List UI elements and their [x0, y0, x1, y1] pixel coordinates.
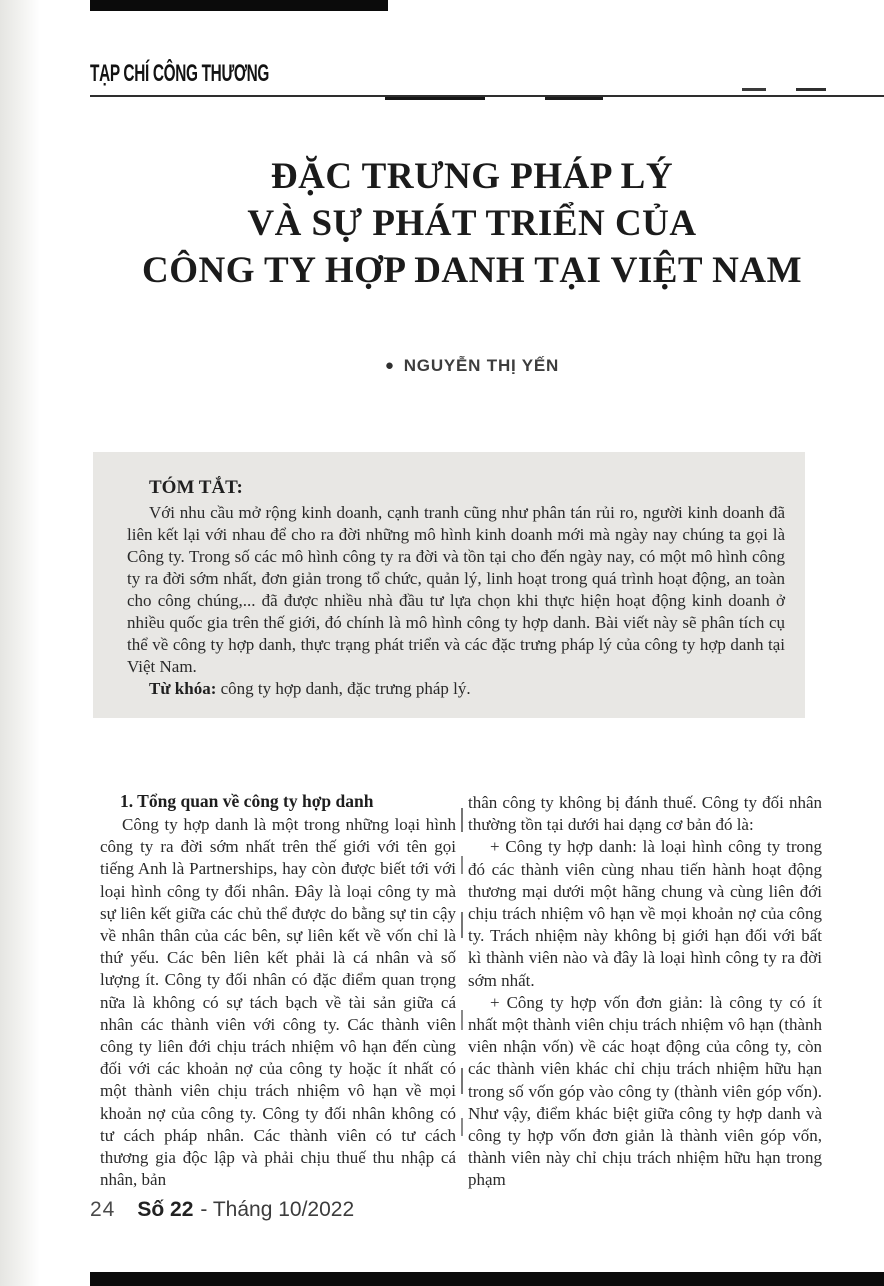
column-divider-artifact [461, 1118, 463, 1136]
right-column-paragraph-3: + Công ty hợp vốn đơn giản: là công ty có ít nhất một thành viên chịu trách nhiệm vô hạn (thành viên nhận vốn) về các hoạt động của công ty, còn các thành viên khác chỉ chịu trách nhiệm hữu hạn trong số vốn góp vào công ty (thành viên góp vốn). Như vậy, điểm khác biệt giữa công ty hợp danh và công ty hợp vốn đơn giản là thành viên góp vốn, thành viên này chỉ chịu trách nhiệm hữu hạn trong phạm [468, 992, 822, 1190]
column-divider-artifact [461, 856, 463, 874]
rule-artifact [545, 97, 603, 100]
header-rule [90, 95, 884, 97]
title-line-2: VÀ SỰ PHÁT TRIỂN CỦA [247, 203, 697, 244]
page-footer [90, 1198, 354, 1222]
scan-artifact-bar-bottom [90, 1272, 884, 1286]
column-divider-artifact [461, 1068, 463, 1094]
author-line [62, 356, 882, 376]
abstract-text: Với nhu cầu mở rộng kinh doanh, cạnh tranh cũng như phân tán rủi ro, người kinh doanh đã liên kết lại với nhau để cho ra đời những mô hình kinh doanh mới mà ngày nay chúng ta gọi là Công ty. Trong số các mô hình công ty ra đời và tồn tại cho đến ngày nay, có một mô hình công ty ra đời sớm nhất, đơn giản trong tổ chức, quản lý, linh hoạt trong quá trình hoạt động, an toàn cho công chúng,... đã được nhiều nhà đầu tư lựa chọn khi thực hiện hoạt động kinh doanh ở nhiều quốc gia trên thế giới, đó chính là mô hình công ty hợp danh. Bài viết này sẽ phân tích cụ thể về công ty hợp danh, thực trạng phát triển và các đặc trưng pháp lý của công ty hợp danh tại Việt Nam. [127, 503, 785, 676]
section-heading: 1. Tổng quan về công ty hợp danh [120, 791, 374, 811]
rule-artifact [742, 88, 766, 91]
column-divider-artifact [461, 1010, 463, 1030]
abstract-box [93, 452, 805, 718]
author-bullet-icon: ● [384, 357, 395, 374]
right-column-paragraph-1: thân công ty không bị đánh thuế. Công ty đối nhân thường tồn tại dưới hai dạng cơ bản đó là: [468, 793, 822, 835]
column-divider-artifact [461, 912, 463, 938]
rule-artifact [385, 97, 485, 100]
keywords-label: Từ khóa: [149, 679, 217, 698]
left-column [100, 790, 456, 1191]
abstract-heading: TÓM TẮT: [149, 477, 243, 498]
scan-left-edge-shadow [0, 0, 40, 1286]
rule-artifact [796, 88, 826, 91]
right-column-paragraph-2: + Công ty hợp danh: là loại hình công ty trong đó các thành viên cùng nhau tiến hành hoạt động thương mại dưới một hãng chung và cùng liên đới chịu trách nhiệm vô hạn về mọi khoản nợ của công ty. Trách nhiệm này không bị giới hạn đối với bất kì thành viên nào và đây là loại hình công ty ra đời sớm nhất. [468, 837, 822, 990]
page-number: 24 [90, 1198, 116, 1221]
author-name: NGUYỄN THỊ YẾN [403, 356, 560, 375]
left-column-paragraph: Công ty hợp danh là một trong những loại hình công ty ra đời sớm nhất trên thế giới với tên gọi tiếng Anh là Partnerships, hay còn được biết tới với loại hình công ty đối nhân. Đây là loại công ty mà sự liên kết giữa các chủ thể được do bằng sự tin cậy về nhân thân của các bên, sự liên kết về vốn chỉ là thứ yếu. Các bên liên kết phải là cá nhân và số lượng ít. Công ty đối nhân có đặc điểm quan trọng nữa là không có sự tách bạch về tài sản giữa cá nhân các thành viên với công ty. Các thành viên công ty liên đới chịu trách nhiệm vô hạn đến cùng đối với các khoản nợ của công ty hoặc ít nhất có một thành viên chịu trách nhiệm vô hạn về mọi khoản nợ của công ty. Công ty đối nhân không có tư cách pháp nhân. Các thành viên có tư cách thương gia độc lập và phải chịu thuế thu nhập cá nhân, bản [100, 815, 456, 1190]
issue-label: Số 22 [137, 1198, 194, 1221]
scan-artifact-bar-top [90, 0, 388, 11]
column-divider-artifact [461, 808, 463, 832]
title-line-1: ĐẶC TRƯNG PHÁP LÝ [270, 156, 674, 197]
keywords-text: công ty hợp danh, đặc trưng pháp lý. [216, 679, 471, 698]
title-line-3: CÔNG TY HỢP DANH TẠI VIỆT NAM [141, 250, 803, 291]
article-title [62, 153, 882, 294]
journal-masthead: TẠP CHÍ CÔNG THƯƠNG [90, 60, 270, 87]
abstract-keywords [127, 678, 785, 700]
right-column [468, 792, 822, 1192]
issue-date: - Tháng 10/2022 [200, 1198, 355, 1221]
